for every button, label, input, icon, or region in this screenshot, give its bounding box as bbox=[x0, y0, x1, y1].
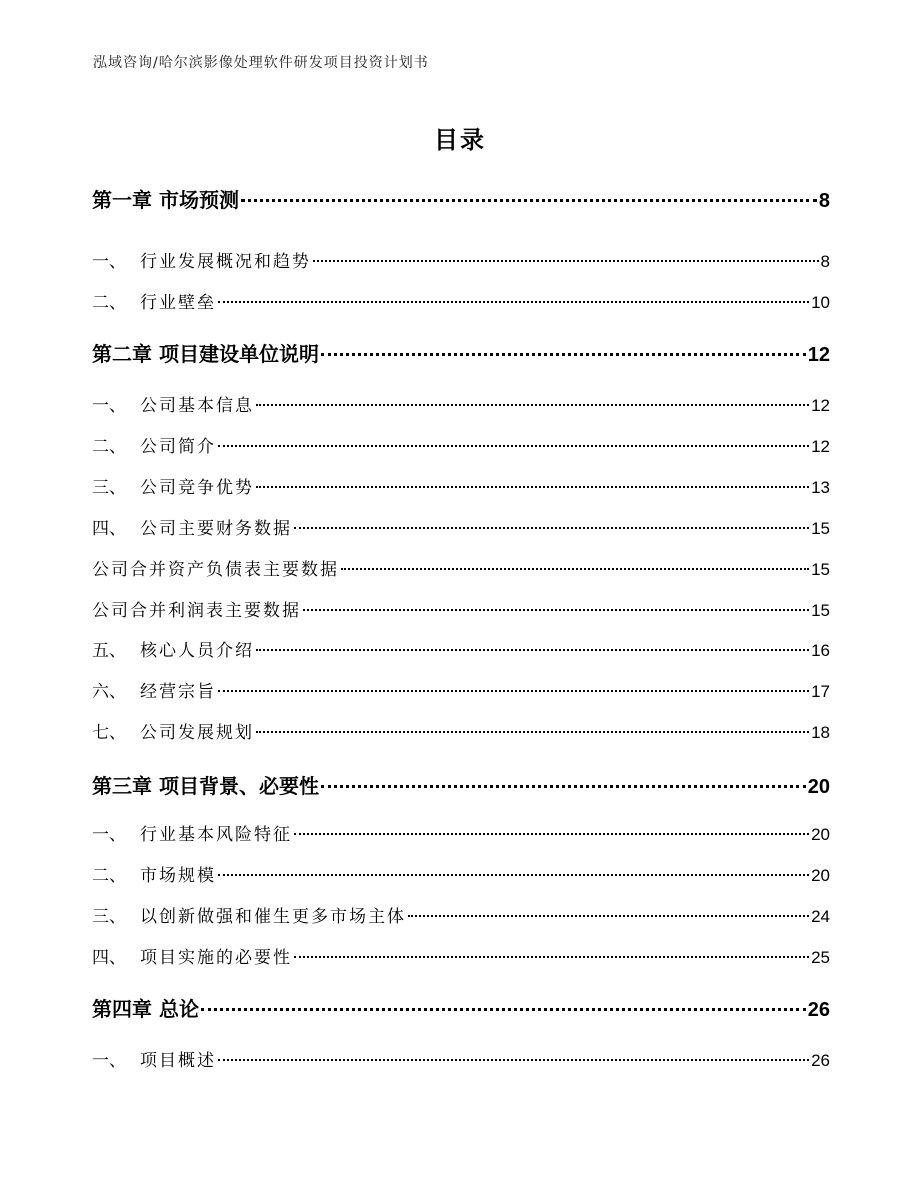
toc-entry-text: 核心人员介绍 bbox=[140, 641, 254, 661]
toc-section-entry[interactable] bbox=[92, 943, 830, 968]
toc-entry-number: 第三章 bbox=[92, 774, 152, 798]
dot-leader bbox=[341, 568, 809, 570]
toc-entry-number: 五、 bbox=[92, 641, 126, 661]
toc-entry-number: 三、 bbox=[92, 907, 126, 927]
toc-entry-label bbox=[92, 473, 254, 498]
dot-leader bbox=[241, 199, 817, 202]
toc-title: 目录 bbox=[434, 126, 486, 154]
dot-leader bbox=[218, 301, 809, 303]
toc-page-number: 15 bbox=[811, 519, 830, 538]
toc-entry-label bbox=[92, 596, 301, 621]
toc-entry-number: 二、 bbox=[92, 437, 126, 457]
toc-page-number: 12 bbox=[807, 344, 830, 366]
toc-entry-label bbox=[92, 820, 292, 845]
toc-page-number: 12 bbox=[811, 437, 830, 456]
toc-entry-number: 四、 bbox=[92, 519, 126, 539]
toc-page-number: 18 bbox=[811, 723, 830, 742]
dot-leader bbox=[218, 874, 809, 876]
toc-entry-label bbox=[92, 338, 319, 367]
toc-section-entry[interactable] bbox=[92, 861, 830, 886]
toc-page-number: 8 bbox=[818, 190, 830, 212]
toc-entry-text: 项目概述 bbox=[140, 1051, 216, 1071]
toc-entry-number: 七、 bbox=[92, 723, 126, 743]
toc-page-number: 20 bbox=[807, 776, 830, 798]
toc-entry-text: 市场规模 bbox=[140, 866, 216, 886]
dot-leader bbox=[256, 649, 809, 651]
toc-entry-text: 公司简介 bbox=[140, 437, 216, 457]
toc-section-entry[interactable] bbox=[92, 636, 830, 661]
toc-section-entry[interactable] bbox=[92, 596, 830, 621]
toc-entry-label bbox=[92, 861, 216, 886]
toc-entry-text: 项目背景、必要性 bbox=[158, 774, 319, 798]
toc-page-number: 20 bbox=[811, 825, 830, 844]
toc-section-entry[interactable] bbox=[92, 247, 830, 272]
toc-page-number: 20 bbox=[811, 866, 830, 885]
toc-entry-text: 经营宗旨 bbox=[140, 682, 216, 702]
toc-section-entry[interactable] bbox=[92, 677, 830, 702]
toc-entry-label bbox=[92, 943, 292, 968]
toc-entry-number: 四、 bbox=[92, 948, 126, 968]
toc-section-entry[interactable] bbox=[92, 432, 830, 457]
toc-entry-number: 二、 bbox=[92, 293, 126, 313]
toc-section-entry[interactable] bbox=[92, 718, 830, 743]
dot-leader bbox=[294, 956, 809, 958]
dot-leader bbox=[294, 833, 809, 835]
toc-entry-number: 三、 bbox=[92, 478, 126, 498]
toc-section-entry[interactable] bbox=[92, 288, 830, 313]
toc-entry-label bbox=[92, 247, 311, 272]
toc-page-number: 26 bbox=[811, 1051, 830, 1070]
toc-section-entry[interactable] bbox=[92, 1046, 830, 1071]
toc-entry-label bbox=[92, 770, 319, 799]
toc-entry-text: 公司合并利润表主要数据 bbox=[92, 601, 301, 621]
toc-entry-text: 行业壁垒 bbox=[140, 293, 216, 313]
toc-entry-text: 项目建设单位说明 bbox=[158, 342, 319, 366]
dot-leader bbox=[218, 690, 809, 692]
toc-section-entry[interactable] bbox=[92, 473, 830, 498]
toc-entry-text: 项目实施的必要性 bbox=[140, 948, 292, 968]
toc-chapter-entry[interactable] bbox=[92, 338, 830, 367]
toc-entry-label bbox=[92, 391, 254, 416]
dot-leader bbox=[218, 1059, 809, 1061]
toc-entry-text: 公司合并资产负债表主要数据 bbox=[92, 560, 339, 580]
toc-entry-number: 二、 bbox=[92, 866, 126, 886]
toc-entry-label bbox=[92, 184, 239, 213]
running-header: 泓域咨询/哈尔滨影像处理软件研发项目投资计划书 bbox=[93, 55, 429, 71]
toc-section-entry[interactable] bbox=[92, 820, 830, 845]
dot-leader bbox=[321, 353, 806, 356]
toc-page-number: 26 bbox=[807, 999, 830, 1021]
toc-entry-number: 一、 bbox=[92, 1051, 126, 1071]
dot-leader bbox=[313, 260, 819, 262]
toc-entry-number: 一、 bbox=[92, 252, 126, 272]
toc-page-number: 12 bbox=[811, 396, 830, 415]
toc-entry-number: 第四章 bbox=[92, 997, 152, 1021]
dot-leader bbox=[408, 915, 809, 917]
toc-page-number: 15 bbox=[811, 560, 830, 579]
toc-entry-label bbox=[92, 993, 199, 1022]
toc-chapter-entry[interactable] bbox=[92, 993, 830, 1022]
toc-entry-text: 公司主要财务数据 bbox=[140, 519, 292, 539]
toc-page-number: 17 bbox=[811, 682, 830, 701]
toc-entry-text: 公司基本信息 bbox=[140, 396, 254, 416]
dot-leader bbox=[303, 609, 809, 611]
toc-entry-label bbox=[92, 288, 216, 313]
toc-entry-text: 行业发展概况和趋势 bbox=[140, 252, 311, 272]
toc-entry-label bbox=[92, 902, 406, 927]
dot-leader bbox=[218, 445, 809, 447]
toc-entry-text: 市场预测 bbox=[158, 188, 239, 212]
toc-section-entry[interactable] bbox=[92, 391, 830, 416]
dot-leader bbox=[256, 486, 809, 488]
toc-page-number: 8 bbox=[820, 252, 830, 271]
dot-leader bbox=[294, 527, 809, 529]
toc-page-number: 10 bbox=[811, 293, 830, 312]
dot-leader bbox=[256, 404, 809, 406]
toc-entry-label bbox=[92, 718, 254, 743]
toc-section-entry[interactable] bbox=[92, 514, 830, 539]
toc-entry-label bbox=[92, 636, 254, 661]
dot-leader bbox=[201, 1008, 806, 1011]
toc-entry-number: 一、 bbox=[92, 396, 126, 416]
toc-entry-number: 第一章 bbox=[92, 188, 152, 212]
toc-page-number: 15 bbox=[811, 601, 830, 620]
toc-entry-label bbox=[92, 677, 216, 702]
toc-chapter-entry[interactable] bbox=[92, 770, 830, 799]
toc-entry-number: 一、 bbox=[92, 825, 126, 845]
toc-entry-text: 以创新做强和催生更多市场主体 bbox=[140, 907, 406, 927]
toc-entry-text: 公司竞争优势 bbox=[140, 478, 254, 498]
toc-entry-label bbox=[92, 1046, 216, 1071]
toc-entry-label bbox=[92, 432, 216, 457]
toc-section-entry[interactable] bbox=[92, 555, 830, 580]
toc-page-number: 16 bbox=[811, 641, 830, 660]
toc-entry-number: 第二章 bbox=[92, 342, 152, 366]
toc-entry-label bbox=[92, 555, 339, 580]
toc-page-number: 25 bbox=[811, 948, 830, 967]
toc-chapter-entry[interactable] bbox=[92, 184, 830, 213]
dot-leader bbox=[321, 785, 806, 788]
toc-page-number: 13 bbox=[811, 478, 830, 497]
toc-entry-text: 行业基本风险特征 bbox=[140, 825, 292, 845]
toc-entry-text: 公司发展规划 bbox=[140, 723, 254, 743]
dot-leader bbox=[256, 731, 809, 733]
toc-entry-label bbox=[92, 514, 292, 539]
toc-page-number: 24 bbox=[811, 907, 830, 926]
toc-section-entry[interactable] bbox=[92, 902, 830, 927]
toc-entry-text: 总论 bbox=[158, 997, 199, 1021]
toc-entry-number: 六、 bbox=[92, 682, 126, 702]
